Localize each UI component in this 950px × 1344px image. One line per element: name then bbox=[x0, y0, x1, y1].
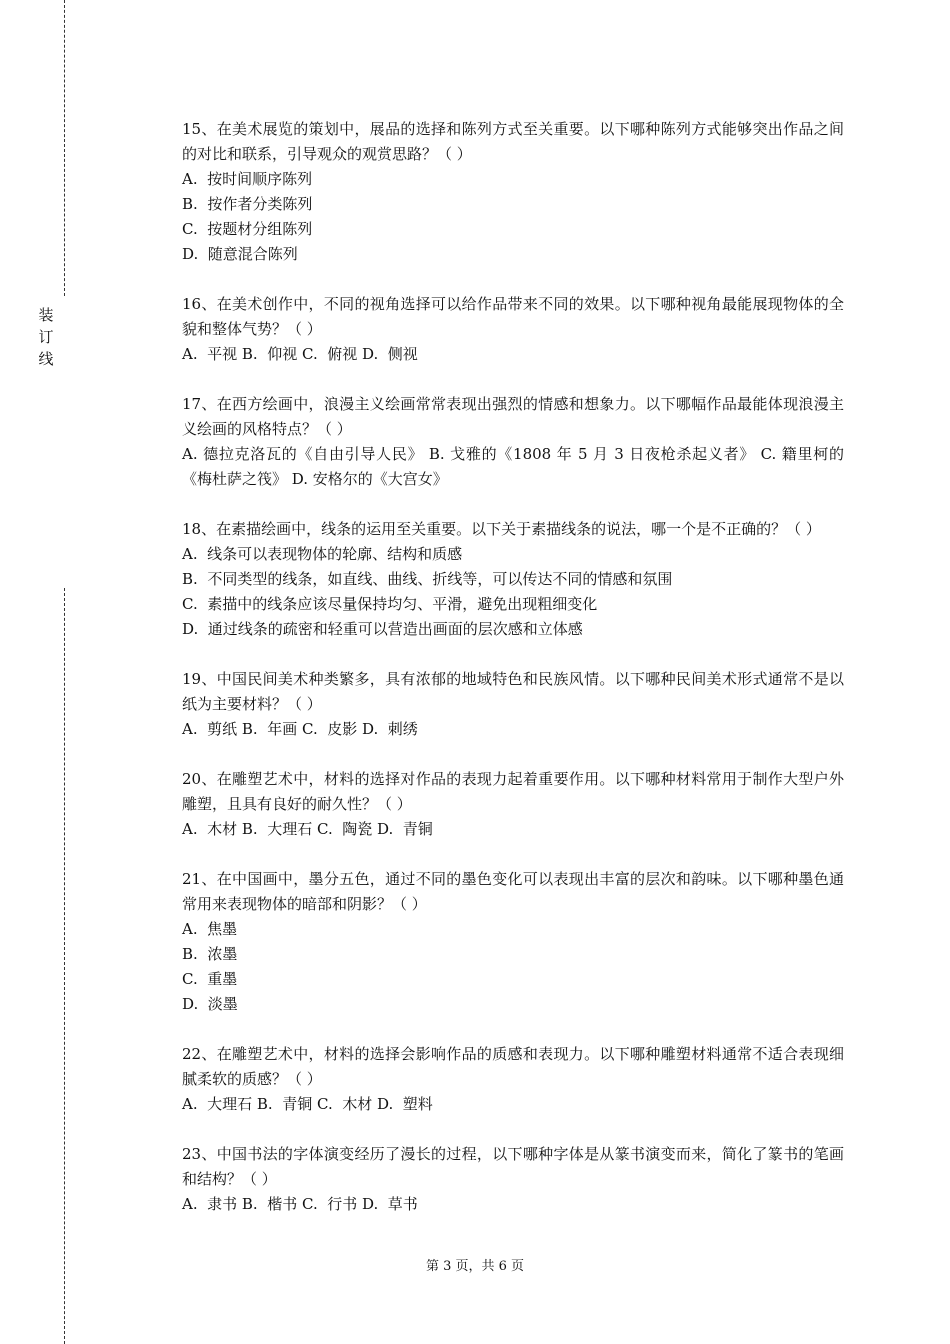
option: C. 素描中的线条应该尽量保持均匀、平滑，避免出现粗细变化 bbox=[182, 595, 598, 613]
option: A. 平视 B. 仰视 C. 俯视 D. 侧视 bbox=[182, 345, 418, 363]
question-23 bbox=[182, 1142, 844, 1217]
question-stem: 19、中国民间美术种类繁多，具有浓郁的地域特色和民族风情。以下哪种民间美术形式通常不是以纸为主要材料？（ ） bbox=[182, 670, 844, 713]
option: D. 随意混合陈列 bbox=[182, 245, 298, 263]
question-stem: 20、在雕塑艺术中，材料的选择对作品的表现力起着重要作用。以下哪种材料常用于制作大型户外雕塑，且具有良好的耐久性？（ ） bbox=[182, 770, 844, 813]
option: A. 按时间顺序陈列 bbox=[182, 170, 313, 188]
question-16 bbox=[182, 292, 844, 367]
option: B. 不同类型的线条，如直线、曲线、折线等，可以传达不同的情感和氛围 bbox=[182, 570, 673, 588]
question-stem: 21、在中国画中，墨分五色，通过不同的墨色变化可以表现出丰富的层次和韵味。以下哪种墨色通常用来表现物体的暗部和阴影？（ ） bbox=[182, 870, 844, 913]
option: A. 大理石 B. 青铜 C. 木材 D. 塑料 bbox=[182, 1095, 433, 1113]
option: A. 木材 B. 大理石 C. 陶瓷 D. 青铜 bbox=[182, 820, 433, 838]
question-stem: 17、在西方绘画中，浪漫主义绘画常常表现出强烈的情感和想象力。以下哪幅作品最能体现浪漫主义绘画的风格特点？（ ） bbox=[182, 395, 844, 438]
question-20 bbox=[182, 767, 844, 842]
option: B. 按作者分类陈列 bbox=[182, 195, 313, 213]
question-stem: 16、在美术创作中，不同的视角选择可以给作品带来不同的效果。以下哪种视角最能展现物体的全貌和整体气势？（ ） bbox=[182, 295, 844, 338]
question-21 bbox=[182, 867, 844, 1017]
option: A. 焦墨 bbox=[182, 920, 238, 938]
option: D. 通过线条的疏密和轻重可以营造出画面的层次感和立体感 bbox=[182, 620, 583, 638]
question-stem: 22、在雕塑艺术中，材料的选择会影响作品的质感和表现力。以下哪种雕塑材料通常不适合表现细腻柔软的质感？（ ） bbox=[182, 1045, 844, 1088]
option: A. 剪纸 B. 年画 C. 皮影 D. 刺绣 bbox=[182, 720, 418, 738]
question-22 bbox=[182, 1042, 844, 1117]
option: A. 线条可以表现物体的轮廓、结构和质感 bbox=[182, 545, 463, 563]
binding-label: 装订线 bbox=[38, 306, 54, 368]
question-stem: 18、在素描绘画中，线条的运用至关重要。以下关于素描线条的说法，哪一个是不正确的？（ ） bbox=[182, 520, 821, 538]
option: A. 隶书 B. 楷书 C. 行书 D. 草书 bbox=[182, 1195, 418, 1213]
question-15 bbox=[182, 117, 844, 267]
question-17 bbox=[182, 392, 844, 492]
option: B. 浓墨 bbox=[182, 945, 238, 963]
page-number: 第 3 页，共 6 页 bbox=[425, 1259, 525, 1274]
question-stem: 15、在美术展览的策划中，展品的选择和陈列方式至关重要。以下哪种陈列方式能够突出作品之间的对比和联系，引导观众的观赏思路？（ ） bbox=[182, 120, 844, 163]
binding-line-top bbox=[64, 0, 65, 296]
question-19 bbox=[182, 667, 844, 742]
options-paragraph: A. 德拉克洛瓦的《自由引导人民》 B. 戈雅的《1808 年 5 月 3 日夜枪杀起义者》 C. 籍里柯的《梅杜萨之筏》 D. 安格尔的《大宫女》 bbox=[182, 445, 844, 488]
option: C. 按题材分组陈列 bbox=[182, 220, 313, 238]
option: C. 重墨 bbox=[182, 970, 238, 988]
option: D. 淡墨 bbox=[182, 995, 238, 1013]
question-stem: 23、中国书法的字体演变经历了漫长的过程，以下哪种字体是从篆书演变而来，简化了篆书的笔画和结构？（ ） bbox=[182, 1145, 844, 1188]
question-18 bbox=[182, 517, 844, 642]
binding-line-bottom bbox=[64, 588, 65, 1344]
question-list bbox=[182, 117, 844, 1242]
